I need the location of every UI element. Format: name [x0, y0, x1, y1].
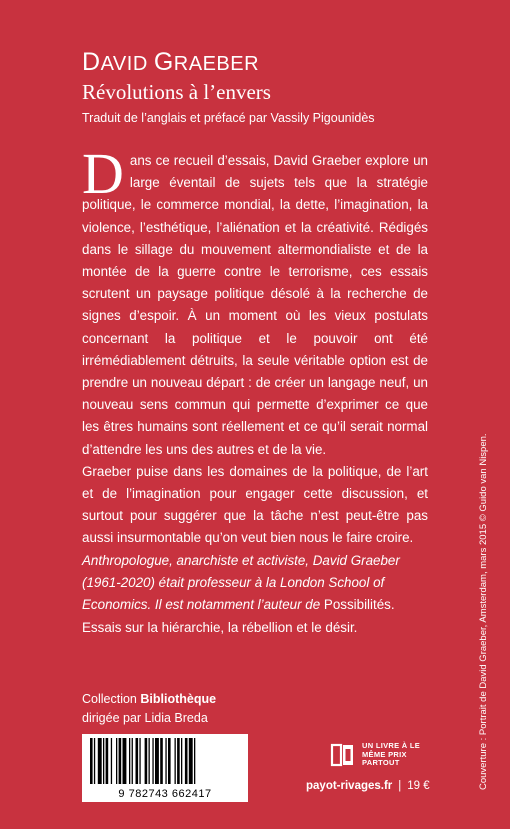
publisher-website[interactable]: payot-rivages.fr — [306, 780, 393, 792]
isbn-number: 9 782743 662417 — [118, 788, 212, 800]
book-title: Révolutions à l’envers — [82, 80, 271, 104]
barcode-bar — [165, 738, 166, 784]
barcode-bar — [123, 738, 127, 784]
blurb-paragraph-1-text: ans ce recueil d’essais, David Graeber explore un large éventail de sujets tels que la stratégie politique, le commerce mondial, la dette, l’imagination, la violence, l’esthétique, l’aliénation et la créativité. Rédigés dans le sillage du mouvement altermondialiste et de la montée de la guerre contre le terrorisme, ces essais scrutent un paysage politique désolé à la recherche de signes d’espoir. À un moment où les vieux postulats concernant la politique et le pouvoir ont été irrémédiablement détruits, la seule véritable option est de prendre un nouveau départ : de créer un langage neuf, un nouveau sens commun qui permette d’exprimer ce que les êtres humains sont réellement et ce qu’il serait normal d’attendre les uns des autres et de la vie. — [82, 153, 428, 457]
prix-unique-logo — [330, 742, 424, 768]
collection-prefix: Collection — [82, 692, 141, 706]
barcode-bar — [139, 738, 140, 784]
barcode-bar — [194, 738, 195, 784]
author-initial-g: G — [153, 48, 174, 76]
barcode-bar — [155, 738, 159, 784]
logo-text: UN LIVRE À LE MÊME PRIX PARTOUT — [362, 741, 421, 768]
barcode-bar — [149, 738, 150, 784]
barcode-bar — [160, 738, 163, 784]
author-bio-book-title: Possibilités. Essais sur la hiérarchie, la rébellion et le désir. — [82, 597, 395, 635]
drop-cap: D — [82, 141, 124, 206]
collection-info — [82, 690, 216, 728]
publisher-footer — [306, 780, 430, 792]
photo-credit: Couverture : Portrait de David Graeber, Amsterdam, mars 2015 © Guido van Nispen. — [478, 433, 489, 790]
barcode-bars — [88, 738, 242, 786]
author-bio — [82, 550, 428, 639]
barcode-bar — [175, 738, 176, 784]
barcode-bar — [136, 738, 139, 784]
blurb — [82, 141, 428, 550]
barcode-bar — [181, 738, 182, 784]
isbn-barcode — [82, 734, 248, 802]
barcode-bar — [106, 738, 109, 784]
book-price-icon — [330, 742, 356, 768]
barcode-bar — [94, 738, 95, 784]
author-last-name-rest: RAEBER — [173, 53, 260, 75]
barcode-bar — [116, 738, 117, 784]
translator-line: Traduit de l’anglais et préfacé par Vassily Pigounidès — [82, 111, 375, 125]
barcode-bar — [177, 738, 180, 784]
barcode-bar — [189, 738, 193, 784]
barcode-bar — [132, 738, 133, 784]
blurb-paragraph-2: Graeber puise dans les domaines de la politique, de l’art et de l’imagination pour engager cette discussion, et surtout pour suggérer que la tâche n’est peut-être pas aussi insurmontable qu’on veut bien nous le faire croire. — [82, 463, 428, 546]
author-first-name-rest: AVID — [100, 53, 154, 75]
author-bio-text — [82, 550, 428, 639]
barcode-bar — [145, 738, 148, 784]
barcode-bar — [168, 738, 171, 784]
barcode-bar — [103, 738, 104, 784]
blurb-paragraph-1 — [82, 141, 428, 461]
barcode-bar — [98, 738, 102, 784]
author-name — [82, 48, 259, 77]
barcode-bar — [185, 738, 188, 784]
collection-name: Bibliothèque — [140, 692, 217, 706]
barcode-bar — [111, 738, 112, 784]
barcode-bar — [129, 738, 130, 784]
barcode-bar — [152, 738, 153, 784]
author-bio-italic: Anthropologue, anarchiste et activiste, David Graeber (1961-2020) était professeur à la London School of Economics. Il est notamment l’auteur de — [82, 553, 400, 613]
footer-separator: | — [398, 780, 402, 792]
barcode-bar — [119, 738, 122, 784]
book-price: 19 € — [407, 780, 430, 792]
collection-line — [82, 690, 216, 709]
author-initial-d: D — [82, 48, 101, 76]
collection-director: dirigée par Lidia Breda — [82, 711, 208, 725]
barcode-bar — [90, 738, 93, 784]
